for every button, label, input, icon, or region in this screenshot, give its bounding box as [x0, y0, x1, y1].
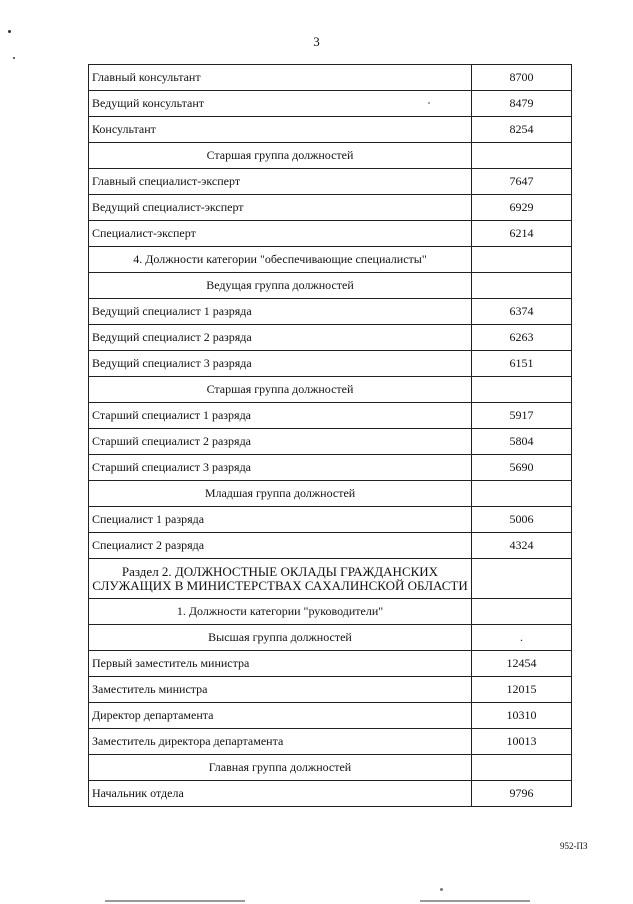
salary-value-cell: 5917: [472, 403, 572, 429]
table-row: [89, 729, 572, 755]
position-name-cell: Главный специалист-эксперт: [89, 169, 472, 195]
salary-value-cell: 8700: [472, 65, 572, 91]
table-row: [89, 429, 572, 455]
salary-value-cell: [472, 559, 572, 599]
salary-value-cell: 6374: [472, 299, 572, 325]
position-name-cell: Специалист-эксперт: [89, 221, 472, 247]
table-row: [89, 117, 572, 143]
category-header-row: [89, 599, 572, 625]
group-title-cell: Высшая группа должностей: [89, 625, 472, 651]
scan-edge-line: [420, 900, 530, 902]
salary-value-cell: [472, 755, 572, 781]
position-name-cell: Старший специалист 1 разряда: [89, 403, 472, 429]
position-name-cell: Старший специалист 2 разряда: [89, 429, 472, 455]
salary-table: [88, 64, 572, 807]
position-name-cell: Ведущий специалист 1 разряда: [89, 299, 472, 325]
scan-edge-line: [105, 900, 245, 902]
group-header-row: [89, 625, 572, 651]
salary-value-cell: 5690: [472, 455, 572, 481]
position-name-cell: Начальник отдела: [89, 781, 472, 807]
salary-table-body: [89, 65, 572, 807]
page-number: 3: [313, 34, 320, 49]
scan-speck: [428, 102, 430, 104]
salary-value-cell: 12015: [472, 677, 572, 703]
table-row: [89, 195, 572, 221]
salary-value-cell: 5006: [472, 507, 572, 533]
group-title-cell: Главная группа должностей: [89, 755, 472, 781]
salary-value-cell: 8254: [472, 117, 572, 143]
table-row: [89, 169, 572, 195]
position-name-cell: Старший специалист 3 разряда: [89, 455, 472, 481]
table-row: [89, 91, 572, 117]
table-row: [89, 403, 572, 429]
position-name-cell: Заместитель директора департамента: [89, 729, 472, 755]
salary-value-cell: [472, 273, 572, 299]
salary-value-cell: 6263: [472, 325, 572, 351]
document-code: 952-ПЗ: [560, 841, 588, 851]
table-row: [89, 299, 572, 325]
position-name-cell: Главный консультант: [89, 65, 472, 91]
position-name-cell: Первый заместитель министра: [89, 651, 472, 677]
category-title-cell: 1. Должности категории "руководители": [89, 599, 472, 625]
table-row: [89, 351, 572, 377]
category-header-row: [89, 247, 572, 273]
salary-value-cell: 6151: [472, 351, 572, 377]
position-name-cell: Ведущий специалист 3 разряда: [89, 351, 472, 377]
salary-value-cell: 12454: [472, 651, 572, 677]
salary-value-cell: 8479: [472, 91, 572, 117]
salary-value-cell: 7647: [472, 169, 572, 195]
table-row: [89, 325, 572, 351]
table-row: [89, 507, 572, 533]
table-row: [89, 651, 572, 677]
table-row: [89, 533, 572, 559]
salary-value-cell: 4324: [472, 533, 572, 559]
salary-value-cell: 5804: [472, 429, 572, 455]
group-title-cell: Старшая группа должностей: [89, 377, 472, 403]
position-name-cell: Ведущий специалист 2 разряда: [89, 325, 472, 351]
table-row: [89, 781, 572, 807]
group-header-row: [89, 377, 572, 403]
table-row: [89, 703, 572, 729]
section-title-cell: Раздел 2. ДОЛЖНОСТНЫЕ ОКЛАДЫ ГРАЖДАНСКИХ СЛУЖАЩИХ В МИНИСТЕРСТВАХ САХАЛИНСКОЙ ОБЛАСТИ: [89, 559, 472, 599]
group-header-row: [89, 143, 572, 169]
salary-value-cell: [472, 599, 572, 625]
table-row: [89, 455, 572, 481]
salary-value-cell: [472, 377, 572, 403]
table-row: [89, 221, 572, 247]
group-title-cell: Старшая группа должностей: [89, 143, 472, 169]
position-name-cell: Ведущий консультант: [89, 91, 472, 117]
position-name-cell: Директор департамента: [89, 703, 472, 729]
salary-value-cell: [472, 247, 572, 273]
group-header-row: [89, 273, 572, 299]
table-row: [89, 65, 572, 91]
scan-speck: [13, 57, 15, 59]
position-name-cell: Консультант: [89, 117, 472, 143]
category-title-cell: 4. Должности категории "обеспечивающие специалисты": [89, 247, 472, 273]
scan-speck: [440, 888, 443, 891]
salary-value-cell: 9796: [472, 781, 572, 807]
salary-value-cell: 6929: [472, 195, 572, 221]
position-name-cell: Специалист 2 разряда: [89, 533, 472, 559]
position-name-cell: Специалист 1 разряда: [89, 507, 472, 533]
salary-value-cell: [472, 481, 572, 507]
salary-value-cell: 10013: [472, 729, 572, 755]
group-title-cell: Ведущая группа должностей: [89, 273, 472, 299]
group-header-row: [89, 755, 572, 781]
group-header-row: [89, 481, 572, 507]
salary-value-cell: .: [472, 625, 572, 651]
salary-value-cell: 10310: [472, 703, 572, 729]
table-row: [89, 677, 572, 703]
scan-speck: [8, 30, 11, 33]
section-header-row: [89, 559, 572, 599]
salary-value-cell: [472, 143, 572, 169]
position-name-cell: Заместитель министра: [89, 677, 472, 703]
salary-value-cell: 6214: [472, 221, 572, 247]
position-name-cell: Ведущий специалист-эксперт: [89, 195, 472, 221]
group-title-cell: Младшая группа должностей: [89, 481, 472, 507]
